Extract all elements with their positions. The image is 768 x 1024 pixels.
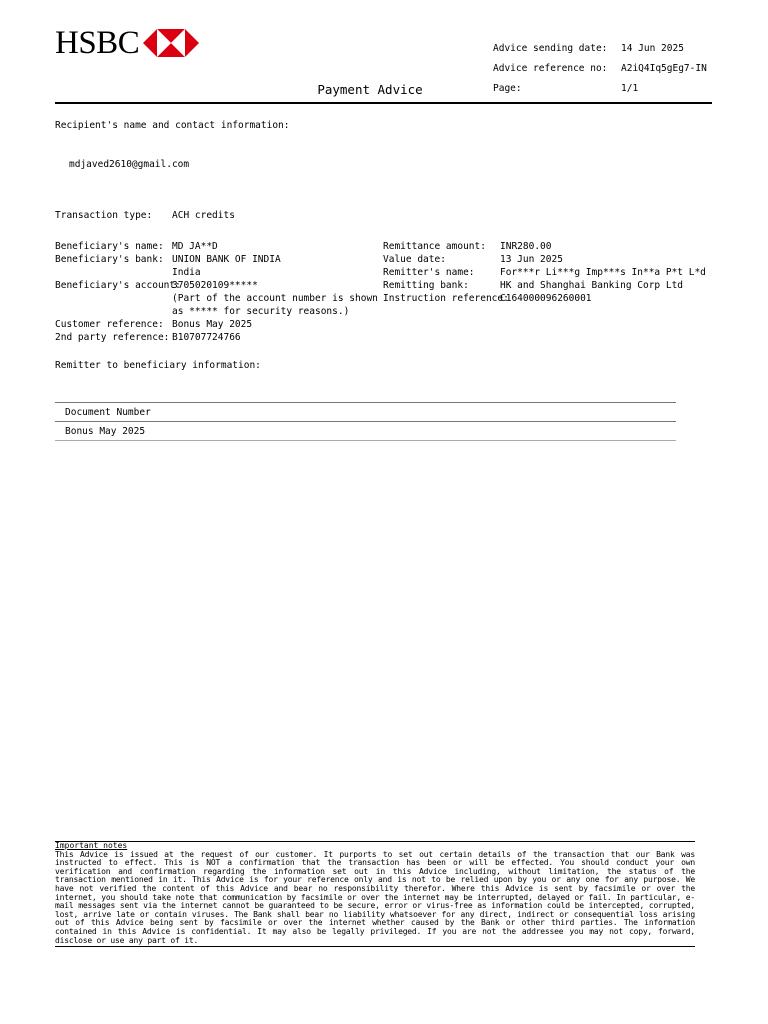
hsbc-logo <box>55 26 199 60</box>
field-label: 2nd party reference: <box>55 332 170 343</box>
header-divider <box>55 102 712 104</box>
recipient-heading: Recipient's name and contact information: <box>55 120 290 131</box>
meta-label: Advice sending date: <box>493 43 608 54</box>
beneficiary-details <box>55 240 378 350</box>
beneficiary-account: 3705020109***** <box>172 280 258 291</box>
remittance-amount: INR280.00 <box>500 241 552 252</box>
table-cell: Bonus May 2025 <box>65 426 146 437</box>
notes-title: Important notes <box>55 841 128 850</box>
table-row <box>55 421 676 441</box>
recipient-email: mdjaved2610@gmail.com <box>69 159 190 170</box>
value-date: 13 Jun 2025 <box>500 254 563 265</box>
field-label: Customer reference: <box>55 319 164 330</box>
field-label: Beneficiary's account: <box>55 280 181 291</box>
remitter-info-heading: Remitter to beneficiary information: <box>55 360 261 371</box>
field-label: Remitting bank: <box>383 280 469 291</box>
customer-reference: Bonus May 2025 <box>172 319 253 330</box>
instruction-reference: C164000096260001 <box>500 293 592 304</box>
account-note: as ***** for security reasons.) <box>172 306 350 317</box>
beneficiary-bank: UNION BANK OF INDIA <box>172 254 281 265</box>
field-label: Remittance amount: <box>383 241 486 252</box>
field-label: Instruction reference: <box>383 293 509 304</box>
document-table <box>55 402 676 441</box>
meta-value: 14 Jun 2025 <box>621 43 684 54</box>
field-label: Transaction type: <box>55 210 153 221</box>
transaction-type-row <box>55 209 355 222</box>
field-label: Value date: <box>383 254 446 265</box>
meta-value: A2iQ4Iq5gEg7-IN <box>621 63 707 74</box>
beneficiary-bank-country: India <box>172 267 201 278</box>
page-title: Payment Advice <box>317 82 423 97</box>
field-label: Beneficiary's name: <box>55 241 164 252</box>
meta-label: Page: <box>493 83 522 94</box>
account-note: (Part of the account number is shown <box>172 293 378 304</box>
field-value: ACH credits <box>172 210 235 221</box>
hsbc-hexagon-icon <box>143 29 199 57</box>
second-party-reference: B10707724766 <box>172 332 241 343</box>
meta-value: 1/1 <box>621 83 639 94</box>
table-header-row <box>55 402 676 421</box>
field-label: Beneficiary's bank: <box>55 254 164 265</box>
meta-label: Advice reference no: <box>493 63 608 74</box>
beneficiary-name: MD JA**D <box>172 241 218 252</box>
table-header-cell: Document Number <box>65 407 151 418</box>
field-label: Remitter's name: <box>383 267 475 278</box>
remitting-bank: HK and Shanghai Banking Corp Ltd <box>500 280 684 291</box>
notes-body: This Advice is issued at the request of our customer. It purports to set out certain details of the transaction that our Bank was instructed to effect. This is NOT a confirmation that the transaction has been or will be effected. You should conduct your own verification and confirmation regarding the information set out in this Advice including, without limitation, the status of the transaction mentioned in it. This Advice is for your reference only and is not to be relied upon by you or any one for any purpose. We have not verified the content of this Advice and bear no responsibility therefor. Where this Advice is sent by facsimile or over the internet, you should take note that communication by facsimile or over the internet may be interrupted, delayed or fail. In particular, e-mail messages sent via the internet cannot be guaranteed to be secure, error or virus-free as information could be intercepted, corrupted, lost, arrive late or contain viruses. The Bank shall bear no liability whatsoever for any direct, indirect or consequential loss arising out of this Advice being sent by facsimile or over the internet whether caused by the Bank or other third parties. The information contained in this Advice is confidential. It may also be legally privileged. If you are not the addressee you may not copy, forward, disclose or use any part of it. <box>55 849 695 945</box>
logo-wordmark: HSBC <box>55 25 140 61</box>
remittance-details <box>383 240 706 310</box>
remitter-name: For***r Li***g Imp***s In**a P*t L*d <box>500 267 706 278</box>
important-notes <box>55 841 695 947</box>
